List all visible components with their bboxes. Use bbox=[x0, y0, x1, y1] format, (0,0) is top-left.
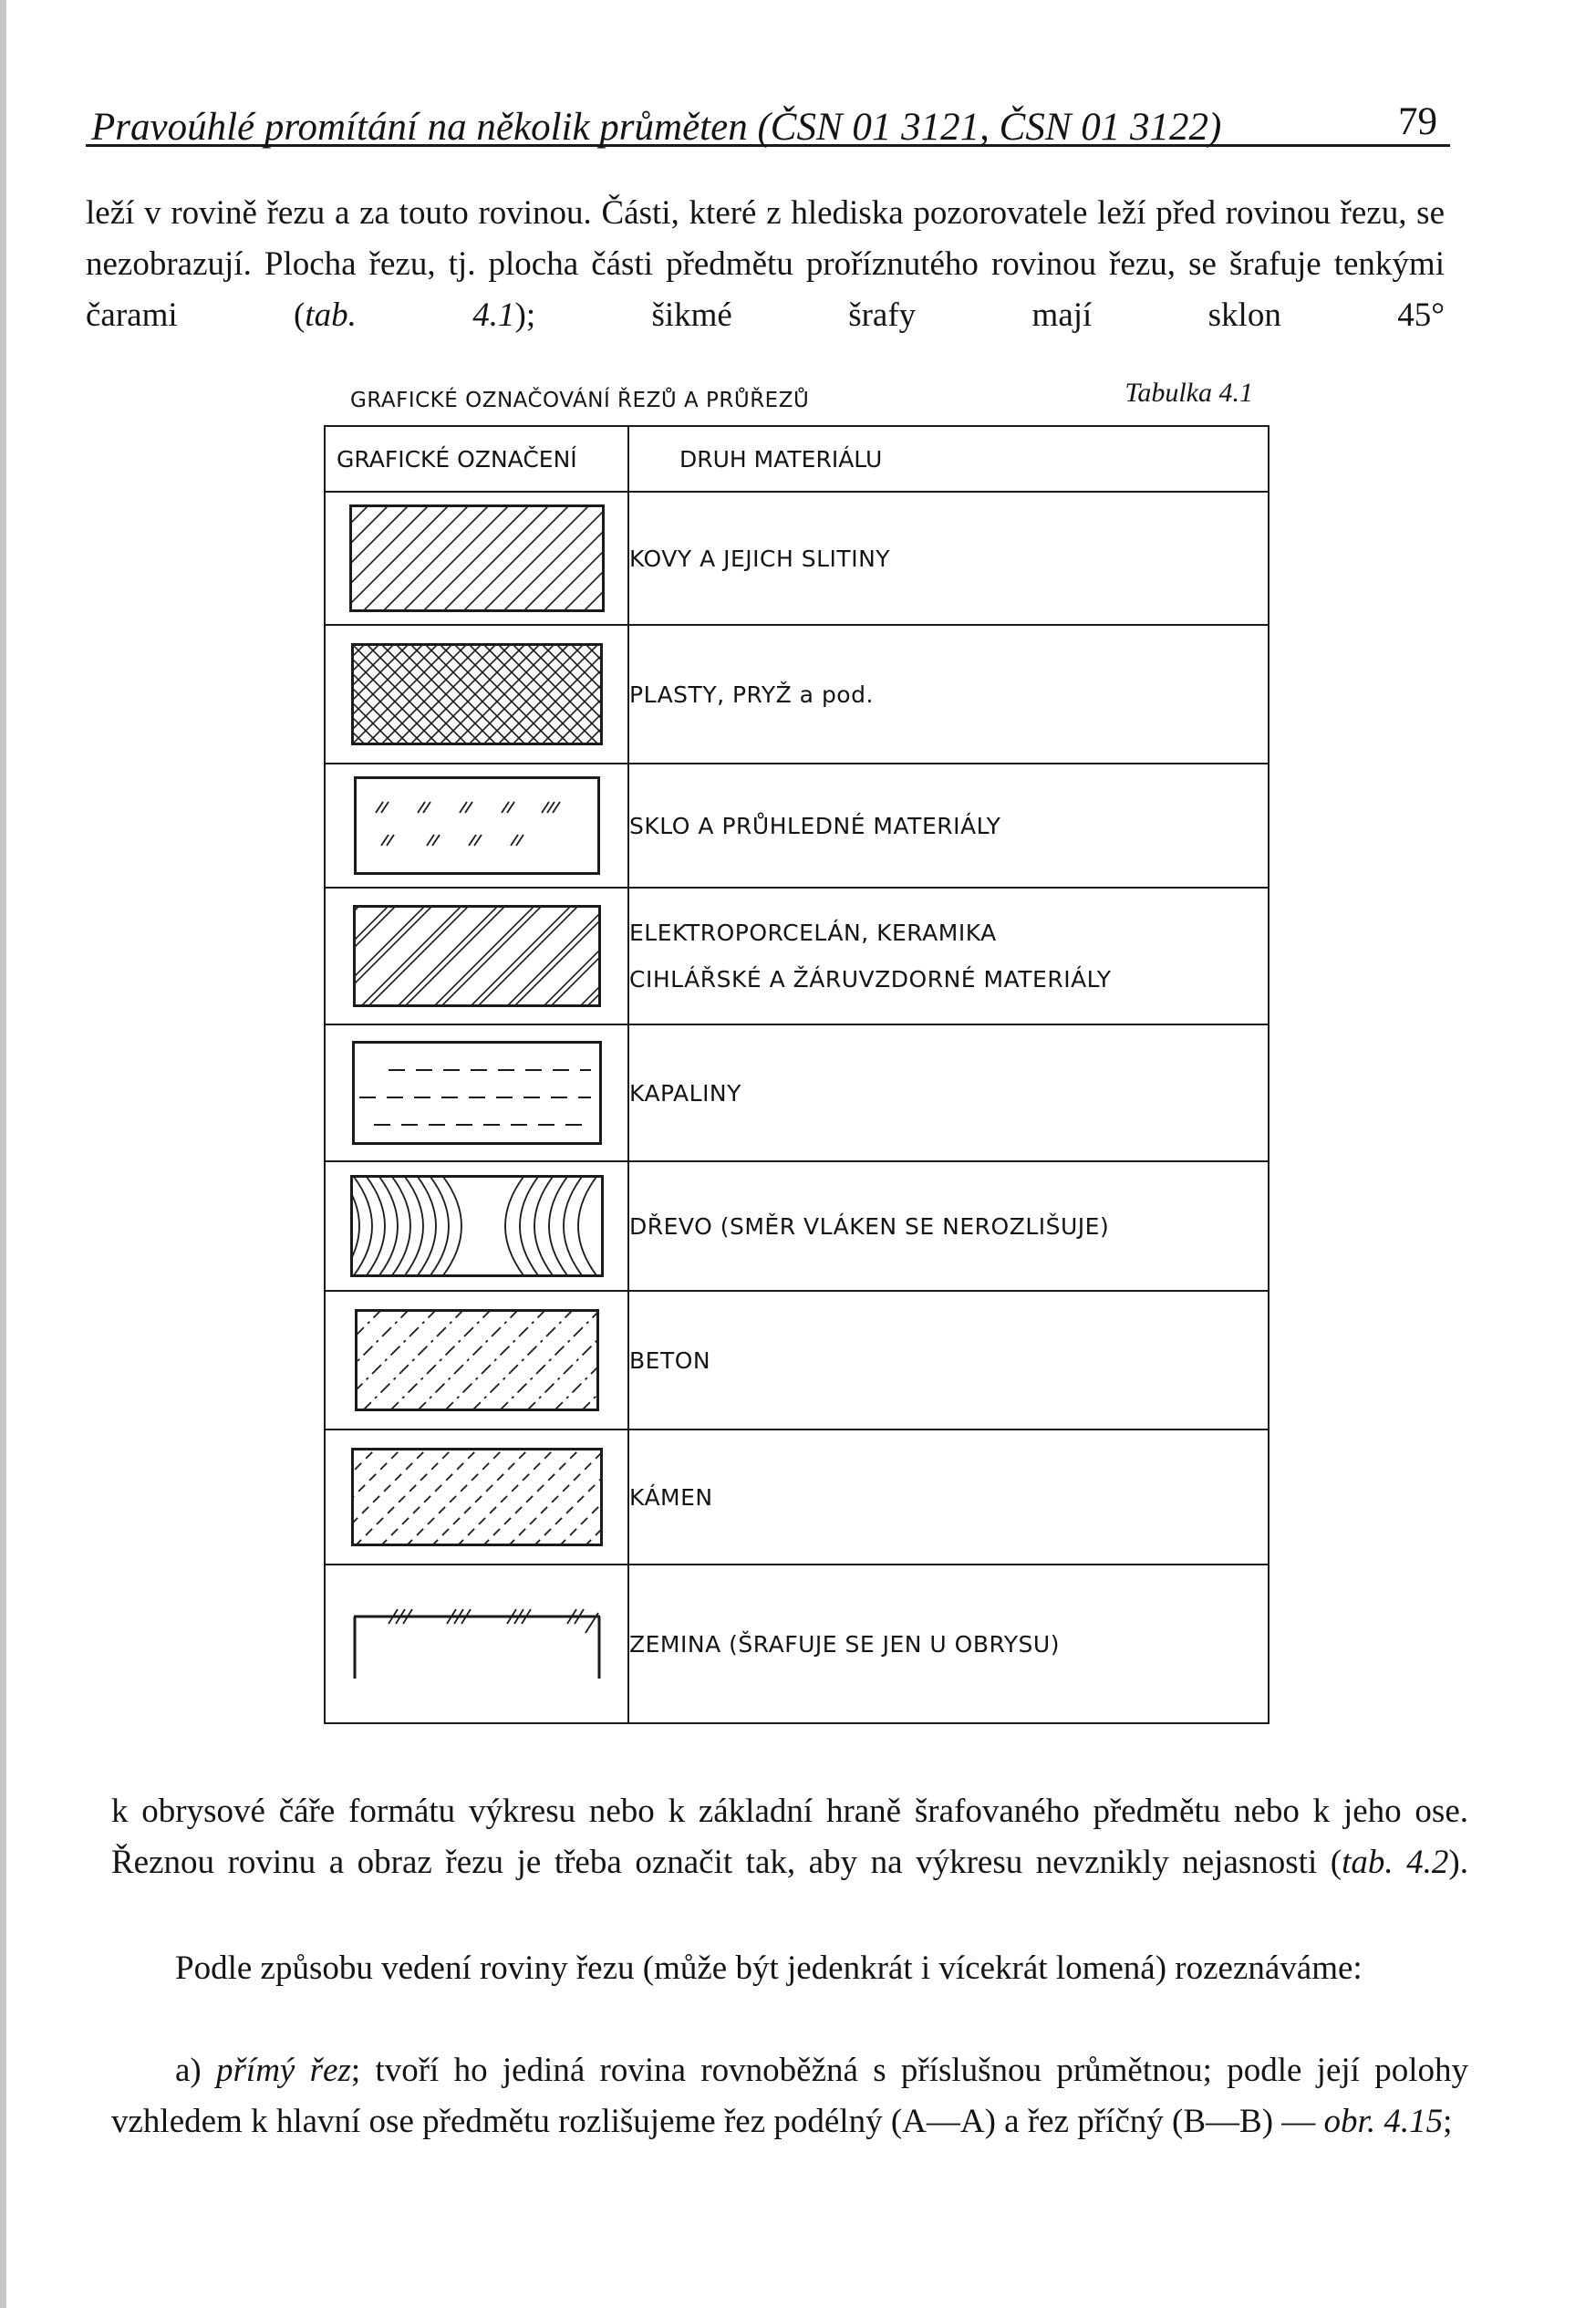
table-row bbox=[325, 625, 1269, 764]
figure-reference: obr. 4.15 bbox=[1323, 2103, 1444, 2140]
material-cell: SKLO A PRŮHLEDNÉ MATERIÁLY bbox=[628, 764, 1269, 888]
paragraph-3 bbox=[111, 2045, 1468, 2147]
table-caption: GRAFICKÉ OZNAČOVÁNÍ ŘEZŮ A PRŮŘEZŮ bbox=[350, 389, 810, 412]
material-cell bbox=[628, 888, 1269, 1024]
table-label: Tabulka 4.1 bbox=[1124, 378, 1253, 408]
material-cell: KÁMEN bbox=[628, 1430, 1269, 1565]
material-cell: KOVY A JEJICH SLITINY bbox=[628, 492, 1269, 625]
stone-hatch-icon bbox=[351, 1448, 603, 1546]
symbol-cell bbox=[325, 1024, 628, 1161]
table-row bbox=[325, 764, 1269, 888]
table-header-row bbox=[325, 426, 1269, 492]
material-cell: PLASTY, PRYŽ a pod. bbox=[628, 625, 1269, 764]
symbol-cell bbox=[325, 1291, 628, 1430]
page-edge bbox=[0, 0, 6, 2308]
paragraph-1 bbox=[111, 1786, 1468, 1888]
symbol-cell bbox=[325, 625, 628, 764]
wood-arcs-icon bbox=[350, 1175, 604, 1277]
concrete-hatch-icon bbox=[355, 1309, 599, 1411]
material-cell: DŘEVO (SMĚR VLÁKEN SE NEROZLIŠUJE) bbox=[628, 1161, 1269, 1291]
materials-table bbox=[324, 425, 1270, 1724]
page-header bbox=[86, 89, 1450, 147]
table-caption-row bbox=[350, 372, 1253, 423]
term-primy-rez: přímý řez bbox=[216, 2052, 351, 2089]
ceramic-hatch-icon bbox=[353, 905, 601, 1007]
metal-hatch-icon bbox=[349, 504, 605, 612]
material-cell: BETON bbox=[628, 1291, 1269, 1430]
intro-text-end: ); šikmé šrafy mají sklon 45° bbox=[514, 296, 1446, 334]
symbol-cell bbox=[325, 1565, 628, 1723]
symbol-cell bbox=[325, 1430, 628, 1565]
table-row bbox=[325, 1161, 1269, 1291]
material-line-1: ELEKTROPORCELÁN, KERAMIKA bbox=[629, 920, 997, 946]
paragraph-3-text: ; tvoří ho jediná rovina rovnoběžná s příslušnou průmětnou; podle její polohy vzhledem k hlavní ose předmětu rozlišujeme řez podélný (A—A) a řez příčný (B—B) — bbox=[111, 2052, 1468, 2140]
table-row bbox=[325, 1565, 1269, 1723]
item-prefix: a) bbox=[175, 2052, 217, 2089]
symbol-cell bbox=[325, 1161, 628, 1291]
table-row bbox=[325, 492, 1269, 625]
paragraph-1-end: ). bbox=[1448, 1844, 1468, 1881]
header-symbol: GRAFICKÉ OZNAČENÍ bbox=[325, 426, 628, 492]
intro-text: leží v rovině řezu a za touto rovinou. Části, které z hlediska pozorovatele leží před rovinou řezu, se nezobrazují. Plocha řezu, tj. plocha části předmětu proříznutého rovinou řezu, se šrafuje tenkými čarami ( bbox=[86, 194, 1445, 334]
table-row bbox=[325, 1430, 1269, 1565]
table-row bbox=[325, 888, 1269, 1024]
glass-hatch-icon bbox=[354, 776, 600, 875]
paragraph-2: Podle způsobu vedení roviny řezu (může být jedenkrát i vícekrát lomená) rozeznáváme: bbox=[175, 1949, 1363, 1987]
symbol-cell bbox=[325, 888, 628, 1024]
material-cell: ZEMINA (ŠRAFUJE SE JEN U OBRYSU) bbox=[628, 1565, 1269, 1723]
header-material: DRUH MATERIÁLU bbox=[628, 426, 1269, 492]
soil-outline-icon bbox=[352, 1607, 602, 1680]
table-row bbox=[325, 1291, 1269, 1430]
liquid-dashes-icon bbox=[352, 1041, 602, 1145]
paragraph-1-text: k obrysové čáře formátu výkresu nebo k základní hraně šrafovaného předmětu nebo k jeho ose. Řeznou rovinu a obraz řezu je třeba označit tak, aby na výkresu nevznikly nejasnosti ( bbox=[111, 1793, 1468, 1881]
page-number: 79 bbox=[1398, 100, 1437, 143]
intro-paragraph bbox=[86, 188, 1445, 341]
symbol-cell bbox=[325, 764, 628, 888]
table-row bbox=[325, 1024, 1269, 1161]
table-reference: tab. 4.2 bbox=[1342, 1844, 1449, 1881]
paragraph-3-end: ; bbox=[1443, 2103, 1453, 2140]
page-title: Pravoúhlé promítání na několik průměten (ČSN 01 3121, ČSN 01 3122) bbox=[91, 106, 1222, 149]
symbol-cell bbox=[325, 492, 628, 625]
material-cell: KAPALINY bbox=[628, 1024, 1269, 1161]
table-reference: tab. 4.1 bbox=[305, 296, 515, 334]
crosshatch-icon bbox=[351, 643, 603, 745]
material-line-2: CIHLÁŘSKÉ A ŽÁRUVZDORNÉ MATERIÁLY bbox=[629, 966, 1112, 993]
